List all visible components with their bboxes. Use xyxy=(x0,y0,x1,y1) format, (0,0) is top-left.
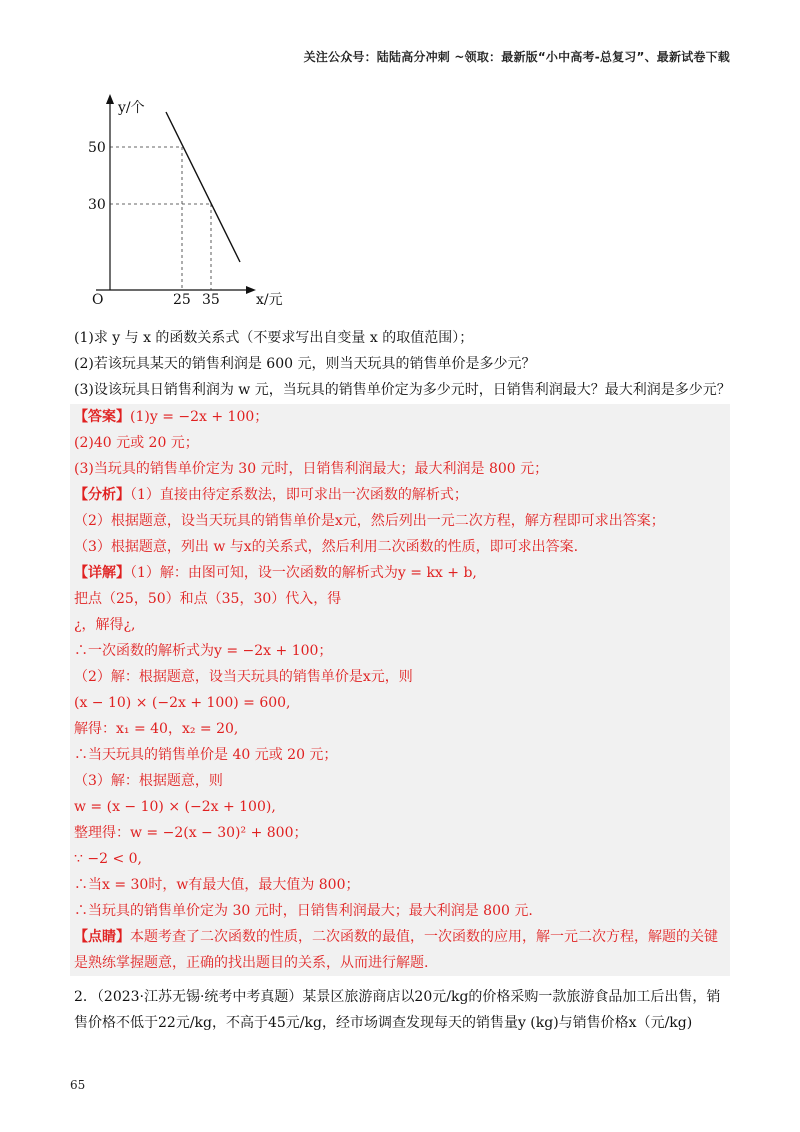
question-1: (1)求 y 与 x 的函数关系式（不要求写出自变量 x 的取值范围）； xyxy=(74,330,474,346)
question-2: (2)若该玩具某天的销售利润是 600 元，则当天玩具的销售单价是多少元？ xyxy=(74,356,536,372)
answer-3: (3)当玩具的销售单价定为 30 元时，日销售利润最大；最大利润是 800 元； xyxy=(74,461,549,477)
answer-1: (1)y = −2x + 100； xyxy=(130,409,269,425)
x-axis-label: x/元 xyxy=(256,292,283,308)
detail-tag: 【详解】 xyxy=(74,565,130,581)
function-graph xyxy=(78,90,308,320)
comment-line-2: 是熟练掌握题意，正确的找出题目的关系，从而进行解题. xyxy=(74,955,429,971)
detail-line-4: ∴一次函数的解析式为y = −2x + 100； xyxy=(74,643,333,659)
detail-line-10: w = (x − 10) × (−2x + 100), xyxy=(74,799,276,815)
detail-line-13: ∴当x = 30时，w有最大值，最大值为 800； xyxy=(74,877,360,893)
y-axis-label: y/个 xyxy=(118,100,145,116)
detail-line-7: 解得：x₁ = 40，x₂ = 20, xyxy=(74,721,239,737)
analysis-line-2: （2）根据题意，设当天玩具的销售单价是x元，然后列出一元二次方程，解方程即可求出答案； xyxy=(74,513,665,529)
comment-text-1: 本题考查了二次函数的性质，二次函数的最值，一次函数的应用，解一元二次方程，解题的关键 xyxy=(130,929,718,945)
detail-line-3: ¿，解得¿, xyxy=(74,617,136,633)
detail-line-5: （2）解：根据题意，设当天玩具的销售单价是x元，则 xyxy=(74,669,413,685)
answer-tag: 【答案】 xyxy=(74,409,130,425)
detail-line-6: (x − 10) × (−2x + 100) = 600, xyxy=(74,695,291,711)
analysis-line-1 xyxy=(74,484,468,506)
comment-line-1 xyxy=(74,926,718,948)
answer-2: (2)40 元或 20 元； xyxy=(74,435,199,451)
y-axis-arrow xyxy=(106,94,114,104)
question-2-stem: 2．（2023·江苏无锡·统考中考真题）某景区旅游商店以20元/kg的价格采购一款旅游食品加工后出售，销售价格不低于22元/kg，不高于45元/kg，经市场调查发现每天的销售量y (kg)与销售价格x（元/kg) xyxy=(74,989,721,1031)
detail-line-1 xyxy=(74,562,477,584)
analysis-line-3: （3）根据题意，列出 w 与x的关系式，然后利用二次函数的性质，即可求出答案. xyxy=(74,539,579,555)
x-tick-35: 35 xyxy=(202,292,220,308)
question-3: (3)设该玩具日销售利润为 w 元，当玩具的销售单价定为多少元时，日销售利润最大？最大利润是多少元？ xyxy=(74,382,731,398)
analysis-text-1: （1）直接由待定系数法，即可求出一次函数的解析式； xyxy=(130,487,468,503)
detail-line-11: 整理得：w = −2(x − 30)² + 800； xyxy=(74,825,308,841)
origin-label: O xyxy=(92,292,104,308)
page-number: 65 xyxy=(70,1078,86,1092)
detail-line-12: ∵ −2 < 0, xyxy=(74,851,142,867)
detail-line-2: 把点（25，50）和点（35，30）代入，得 xyxy=(74,591,342,607)
function-line xyxy=(166,112,240,262)
page-header: 关注公众号：陆陆高分冲刺 ~领取：最新版“小中高考-总复习”、最新试卷下载 xyxy=(303,50,730,64)
comment-tag: 【点睛】 xyxy=(74,929,130,945)
y-tick-50: 50 xyxy=(88,140,106,156)
analysis-tag: 【分析】 xyxy=(74,487,130,503)
x-tick-25: 25 xyxy=(173,292,191,308)
detail-line-8: ∴当天玩具的销售单价是 40 元或 20 元； xyxy=(74,747,338,763)
x-axis-arrow xyxy=(246,286,256,294)
y-tick-30: 30 xyxy=(88,197,106,213)
detail-text-1: （1）解：由图可知，设一次函数的解析式为y = kx + b, xyxy=(130,565,477,581)
answer-line-1 xyxy=(74,406,268,428)
detail-line-9: （3）解：根据题意，则 xyxy=(74,773,223,789)
detail-line-14: ∴当玩具的销售单价定为 30 元时，日销售利润最大；最大利润是 800 元. xyxy=(74,903,533,919)
